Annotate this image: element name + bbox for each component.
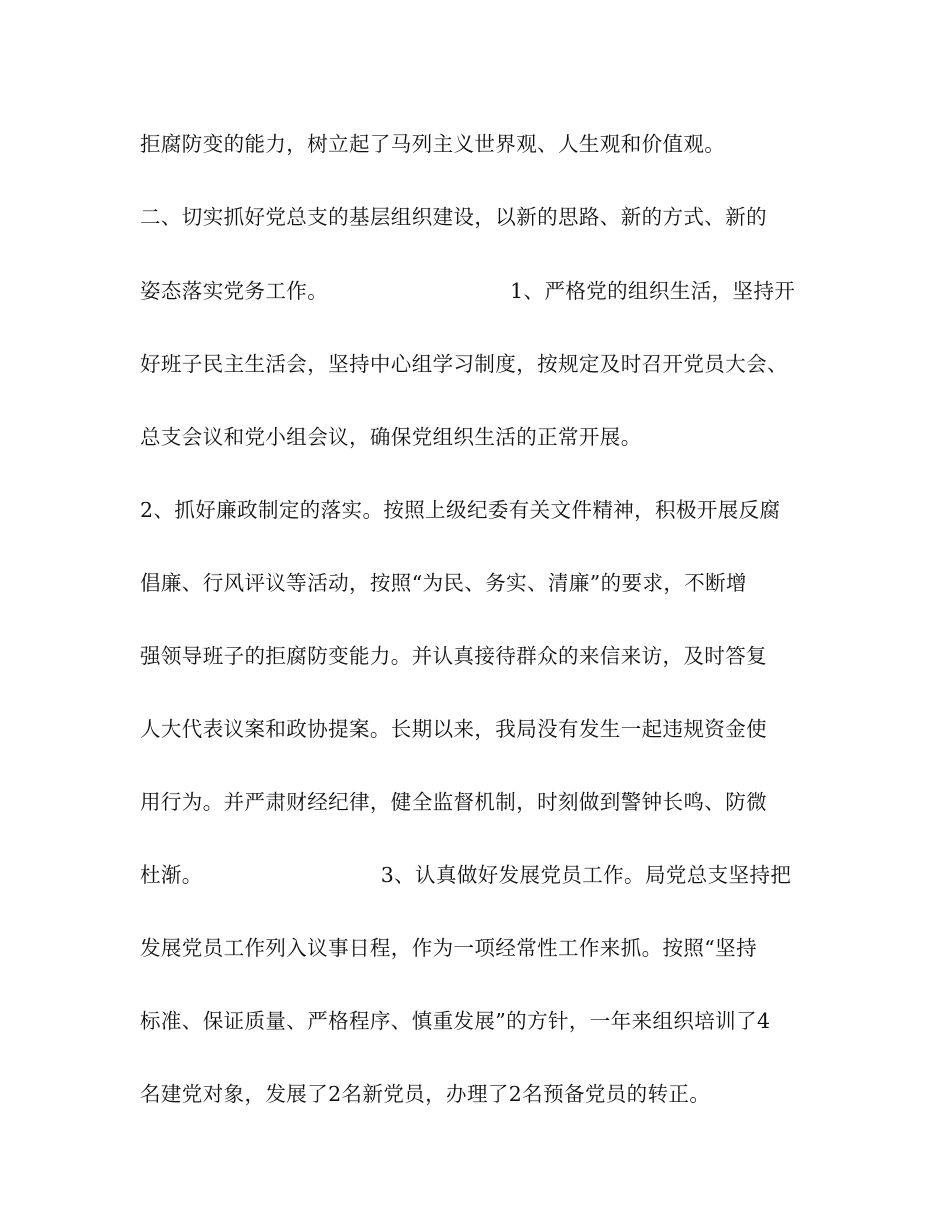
text-line-11 — [140, 861, 820, 889]
text-line-9: 人大代表议案和政协提案。长期以来，我局没有发生一起违规资金使 — [140, 717, 767, 741]
text-line-2: 二、切实抓好党总支的基层组织建设，以新的思路、新的方式、新的 — [140, 205, 767, 229]
text-line-1: 拒腐防变的能力，树立起了马列主义世界观、人生观和价值观。 — [140, 132, 726, 156]
text-line-5: 总支会议和党小组会议，确保党组织生活的正常开展。 — [140, 425, 642, 449]
text-line-12: 发展党员工作列入议事日程，作为一项经常性工作来抓。按照“坚持 — [140, 936, 757, 960]
text-line-8: 强领导班子的拒腐防变能力。并认真接待群众的来信来访，及时答复 — [140, 644, 767, 668]
text-segment-11a: 杜渐。 — [140, 863, 203, 887]
text-line-7: 倡廉、行风评议等活动，按照“为民、务实、清廉”的要求，不断增 — [140, 571, 747, 595]
text-segment-3b: 1、严格党的组织生活，坚持开 — [510, 279, 796, 303]
text-line-4: 好班子民主生活会，坚持中心组学习制度，按规定及时召开党员大会、 — [140, 352, 788, 376]
text-segment-3a: 姿态落实党务工作。 — [140, 279, 329, 303]
text-line-14: 名建党对象，发展了2名新党员，办理了2名预备党员的转正。 — [140, 1082, 711, 1106]
text-segment-11b: 3、认真做好发展党员工作。局党总支坚持把 — [380, 863, 792, 887]
text-line-10: 用行为。并严肃财经纪律，健全监督机制，时刻做到警钟长鸣、防微 — [140, 790, 767, 814]
text-line-6: 2、抓好廉政制定的落实。按照上级纪委有关文件精神，积极开展反腐 — [140, 498, 781, 522]
text-line-13: 标准、保证质量、严格程序、慎重发展”的方针，一年来组织培训了4 — [140, 1009, 771, 1033]
text-line-3 — [140, 277, 820, 305]
